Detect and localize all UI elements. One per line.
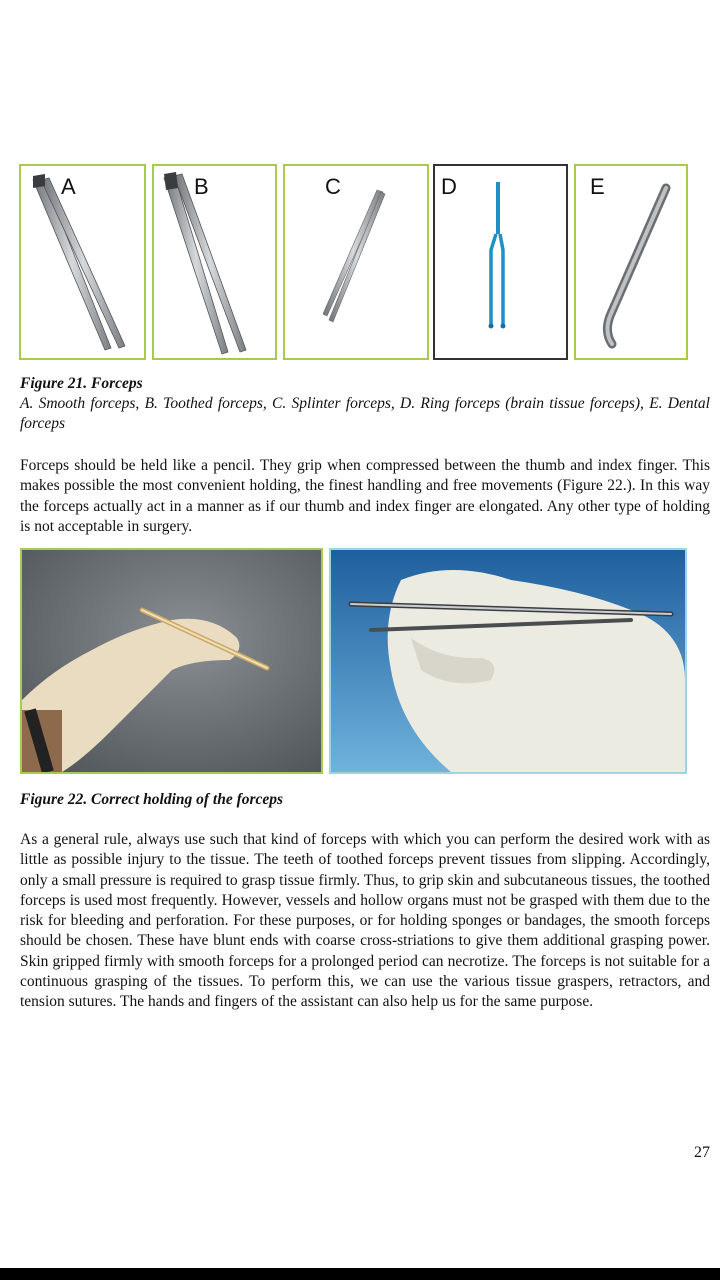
splinter-forceps-icon — [285, 166, 431, 362]
photo-gloved-hand-right — [329, 548, 687, 774]
dental-forceps-icon — [576, 166, 690, 362]
paragraph-holding: Forceps should be held like a pencil. They grip when compressed between the thumb and index finger. This makes possible the most convenient holding, the finest handling and free movements (Figure 22.). In this way the forceps actually act in a manner as if our thumb and index finger are elongated. Any other type of holding is not acceptable in surgery. — [20, 457, 710, 535]
panel-c — [283, 164, 429, 360]
toothed-forceps-icon — [154, 166, 279, 362]
gloved-hand-forceps-image — [22, 550, 321, 772]
figure-21-title: Figure 21. Forceps — [20, 375, 143, 392]
panel-a — [19, 164, 146, 360]
panel-b-letter: B — [194, 174, 209, 199]
figure-22-title: Figure 22. Correct holding of the forceps — [20, 791, 284, 808]
panel-c-letter: C — [325, 174, 341, 199]
page-number: 27 — [694, 1144, 710, 1161]
ring-forceps-icon — [435, 166, 570, 362]
panel-e-letter: E — [590, 174, 605, 199]
figure-21-description: A. Smooth forceps, B. Toothed forceps, C. Splinter forceps, D. Ring forceps (brain tissue forceps), E. Dental forceps — [20, 395, 710, 432]
figure-22-caption — [20, 790, 710, 810]
panel-e — [574, 164, 688, 360]
panel-d — [433, 164, 568, 360]
panel-a-letter: A — [61, 174, 76, 199]
photo-gloved-hand-left — [20, 548, 323, 774]
panel-d-letter: D — [441, 174, 457, 199]
figure-21-caption — [20, 374, 710, 434]
smooth-forceps-icon — [21, 166, 148, 362]
figure-21-panels — [19, 164, 691, 362]
paragraph-general-rule: As a general rule, always use such that kind of forceps with which you can perform the desired work with as little as possible injury to the tissue. The teeth of toothed forceps prevent tissues from slipping. Accordingly, only a small pressure is required to grasp tissue firmly. Thus, to grip skin and subcutaneous tissues, the toothed forceps is used most frequently. However, vessels and hollow organs must not be grasped with them due to the risk for bleeding and perforation. For these purposes, or for holding sponges or bandages, the smooth forceps should be chosen. These have blunt ends with coarse cross-striations to give them additional grasping power. Skin gripped firmly with smooth forceps for a prolonged period can necrotize. The forceps is not suitable for a continuous grasping of the tissues. To perform this, we can use the various tissue graspers, retractors, and tension sutures. The hands and fingers of the assistant can also help us for the same purpose. — [20, 831, 710, 1011]
gloved-hand-closeup-image — [331, 550, 685, 772]
bottom-navigation-bar — [0, 1268, 720, 1280]
panel-b — [152, 164, 277, 360]
